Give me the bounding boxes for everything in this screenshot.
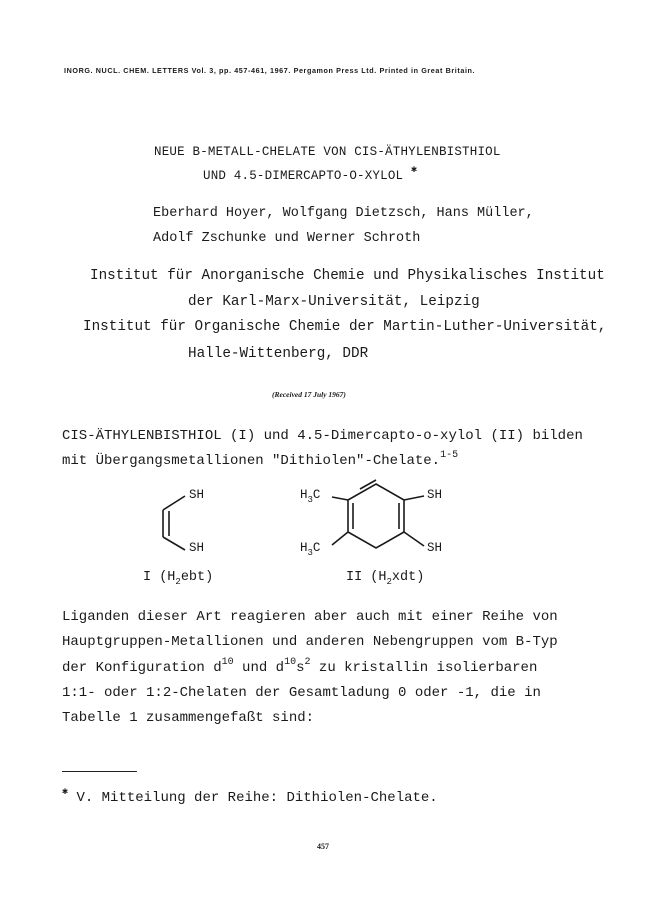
p3-sup2: 10 [284, 657, 297, 668]
paragraph-line-3 [62, 657, 538, 676]
struct2-sh-top: SH [427, 488, 443, 502]
label-ii-post: xdt) [391, 570, 425, 585]
intro-line-1: CIS-ÄTHYLENBISTHIOL (I) und 4.5-Dimercapto-o-xylol (II) bilden [62, 428, 583, 444]
authors-line-1: Eberhard Hoyer, Wolfgang Dietzsch, Hans Müller, [153, 206, 534, 221]
methyl-bottom-h: H [300, 541, 308, 555]
p3-a: der Konfiguration d [62, 660, 222, 676]
paragraph-line-4: 1:1- oder 1:2-Chelaten der Gesamtladung 0 oder -1, die in [62, 685, 541, 701]
struct2-methyl-bottom [300, 541, 321, 558]
intro-line-2-text: mit Übergangsmetallionen "Dithiolen"-Chelate. [62, 453, 441, 469]
label-ii-pre: II (H [346, 570, 387, 585]
title-footnote-marker: ✱ [410, 165, 418, 176]
struct2-sh-bottom: SH [427, 541, 443, 555]
paragraph-line-5: Tabelle 1 zusammengefaßt sind: [62, 710, 315, 726]
structure-ii-label [346, 570, 424, 585]
affiliation-line-1: Institut für Anorganische Chemie und Physikalisches Institut [90, 268, 605, 284]
affiliation-line-4: Halle-Wittenberg, DDR [188, 346, 369, 362]
label-i-sub: 2 [175, 577, 181, 587]
p3-d: zu kristallin isolierbaren [310, 660, 538, 676]
label-ii-sub: 2 [386, 577, 392, 587]
title-line-2-text: UND 4.5-DIMERCAPTO-O-XYLOL [203, 169, 404, 183]
authors-line-2: Adolf Zschunke und Werner Schroth [153, 231, 421, 246]
affiliation-line-2: der Karl-Marx-Universität, Leipzig [188, 294, 480, 310]
structure-i-label [143, 570, 213, 585]
methyl-bottom-sub: 3 [307, 548, 313, 558]
p3-sup3: 2 [304, 657, 311, 668]
struct1-sh-bottom: SH [189, 541, 205, 555]
label-i-post: ebt) [180, 570, 214, 585]
methyl-top-sub: 3 [307, 495, 313, 505]
footnote-marker: ✱ [62, 787, 69, 798]
methyl-top-h: H [300, 488, 308, 502]
page-number: 457 [317, 842, 329, 851]
struct1-sh-top: SH [189, 488, 205, 502]
paragraph-line-1: Liganden dieser Art reagieren aber auch mit einer Reihe von [62, 609, 558, 625]
structure-ii-bonds [332, 480, 424, 548]
affiliation-line-3: Institut für Organische Chemie der Martin-Luther-Universität, [83, 319, 607, 335]
methyl-top-c: C [312, 488, 321, 502]
journal-header: INORG. NUCL. CHEM. LETTERS Vol. 3, pp. 457-461, 1967. Pergamon Press Ltd. Printed in Great Britain. [64, 66, 476, 75]
p3-sup1: 10 [221, 657, 234, 668]
struct2-methyl-top [300, 488, 321, 505]
label-i-pre: I (H [143, 570, 176, 585]
title-line-1: NEUE B-METALL-CHELATE VON CIS-ÄTHYLENBISTHIOL [154, 145, 501, 159]
structure-i-bonds [163, 496, 185, 550]
footnote [62, 787, 438, 806]
footnote-text: V. Mitteilung der Reihe: Dithiolen-Chelate. [76, 790, 438, 806]
p3-c: s [296, 660, 305, 676]
footnote-divider [62, 771, 137, 772]
methyl-bottom-c: C [312, 541, 321, 555]
paragraph-line-2: Hauptgruppen-Metallionen und anderen Nebengruppen vom B-Typ [62, 634, 558, 650]
reference-superscript: 1-5 [440, 450, 459, 461]
p3-b: und d [233, 660, 285, 676]
received-date: (Received 17 July 1967) [272, 390, 346, 399]
